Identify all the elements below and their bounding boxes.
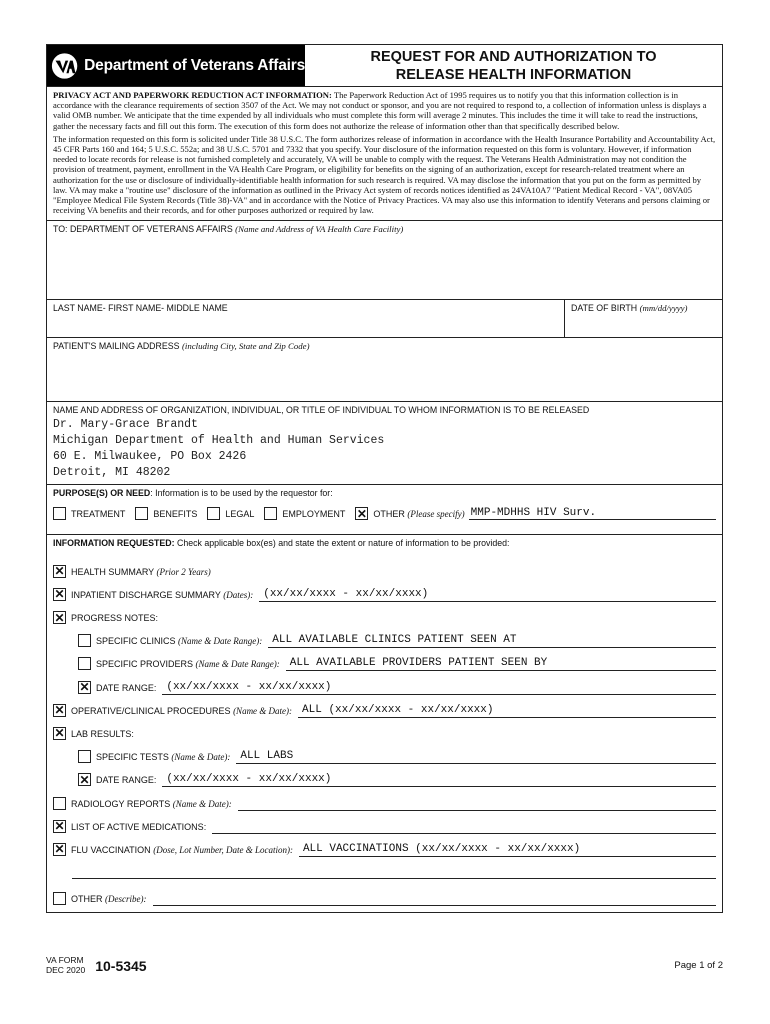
recipient-city: Detroit, MI 48202 xyxy=(53,466,171,480)
other-info-hint: (Describe): xyxy=(105,894,147,905)
specific-tests-hint: (Name & Date): xyxy=(171,752,231,763)
form-title-line2: RELEASE HEALTH INFORMATION xyxy=(395,67,632,83)
form-title xyxy=(305,45,722,86)
form-label-line2: DEC 2020 xyxy=(46,964,86,975)
release-recipient-field[interactable] xyxy=(47,402,722,485)
flu-vaccination-label: FLU VACCINATION xyxy=(71,844,151,855)
radiology-reports-hint: (Name & Date): xyxy=(172,798,232,809)
to-facility-field[interactable] xyxy=(47,221,722,300)
benefits-label: BENEFITS xyxy=(153,508,198,519)
health-summary-checkbox[interactable] xyxy=(53,565,66,578)
page-indicator: Page 1 of 2 xyxy=(674,960,723,971)
other-purpose-input[interactable]: MMP-MDHHS HIV Surv. xyxy=(469,507,716,520)
lab-date-range-label: DATE RANGE: xyxy=(96,775,157,786)
specific-providers-checkbox[interactable] xyxy=(78,657,91,670)
lab-results-row xyxy=(53,718,716,741)
radiology-reports-input[interactable] xyxy=(238,809,716,811)
information-requested-section xyxy=(47,535,722,912)
health-summary-label: HEALTH SUMMARY xyxy=(71,566,155,577)
purpose-treatment-option[interactable] xyxy=(53,507,125,520)
form-title-line1: REQUEST FOR AND AUTHORIZATION TO xyxy=(370,49,657,65)
progress-date-range-row xyxy=(53,671,716,694)
recipient-street: 60 E. Milwaukee, PO Box 2426 xyxy=(53,450,247,464)
form-number: 10-5345 xyxy=(95,957,147,974)
active-medications-label: LIST OF ACTIVE MEDICATIONS: xyxy=(71,821,207,832)
to-facility-label: TO: DEPARTMENT OF VETERANS AFFAIRS xyxy=(53,224,233,235)
inpatient-discharge-hint: (Dates): xyxy=(223,589,254,600)
lab-date-range-row xyxy=(53,764,716,787)
address-label: PATIENT'S MAILING ADDRESS xyxy=(53,341,180,352)
address-hint: (including City, State and Zip Code) xyxy=(181,341,310,352)
info-heading: INFORMATION REQUESTED: xyxy=(53,538,175,549)
radiology-reports-checkbox[interactable] xyxy=(53,797,66,810)
operative-procedures-hint: (Name & Date): xyxy=(233,705,293,716)
form-id-label xyxy=(46,956,85,975)
patient-name-label: LAST NAME- FIRST NAME- MIDDLE NAME xyxy=(53,303,228,314)
purpose-legal-option[interactable] xyxy=(207,507,254,520)
other-info-checkbox[interactable] xyxy=(53,892,66,905)
inpatient-discharge-label: INPATIENT DISCHARGE SUMMARY xyxy=(71,589,221,600)
to-facility-hint: (Name and Address of VA Health Care Facility) xyxy=(235,224,404,235)
form-footer xyxy=(46,956,723,975)
recipient-name: Dr. Mary-Grace Brandt xyxy=(53,418,198,432)
progress-notes-row xyxy=(53,602,716,625)
date-of-birth-field[interactable] xyxy=(565,300,722,337)
va-seal-icon xyxy=(51,51,78,81)
progress-date-range-input[interactable]: (xx/xx/xxxx - xx/xx/xxxx) xyxy=(162,681,716,695)
agency-name: Department of Veterans Affairs xyxy=(84,56,305,74)
specific-tests-input[interactable]: ALL LABS xyxy=(236,750,716,764)
radiology-reports-row xyxy=(53,787,716,810)
release-label: NAME AND ADDRESS OF ORGANIZATION, INDIVIDUAL, OR TITLE OF INDIVIDUAL TO WHOM INFORMATION IS TO BE RELEASED xyxy=(53,405,590,416)
progress-date-range-label: DATE RANGE: xyxy=(96,682,157,693)
active-medications-row xyxy=(53,811,716,834)
form-label-line1: VA FORM xyxy=(46,955,84,965)
release-form xyxy=(46,44,723,913)
flu-vaccination-checkbox[interactable] xyxy=(53,843,66,856)
purpose-section xyxy=(47,485,722,535)
treatment-label: TREATMENT xyxy=(71,508,126,519)
progress-notes-label: PROGRESS NOTES: xyxy=(71,613,159,623)
other-info-label: OTHER xyxy=(71,894,103,905)
privacy-paragraph-2: The information requested on this form is solicited under Title 38 U.S.C. The form authorizes release of information in accordance with the Health Insurance Portability and Accountability Act, 45 CFR Parts 160 and 164; 5 U.S.C. 552a; and 38 U.S.C. 5701 and 7332 that you specify. Your disclosure of the information requested on this form is voluntary. However, if information needed to locate records for release is not furnished completely and accurately, VA will be unable to comply with the request. The Veterans Health Administration may not condition the provision of treatment, payment, enrollment in the VA Health Care Program, or eligibility for benefits on the signing of an authorization, except for research-related treatment where an authorization for the use or disclosure of individually-identifiable health information for such research is required. VA may disclose the information that you put on the form as permitted by law. VA may make a "routine use" disclosure of the information as outlined in the Privacy Act system of records notices identified as 24VA10A7 "Patient Medical Record - VA", 08VA05 "Employee Medical File System Records (Title 38)-VA" and in accordance with the Notice of Privacy Practices. VA may also use this information to identify Veterans and persons claiming or receiving VA benefits and their records, and for other purposes authorized or required by law. xyxy=(53,133,716,216)
release-recipient-text xyxy=(53,417,384,481)
other-purpose-checkbox[interactable] xyxy=(355,507,368,520)
specific-clinics-row xyxy=(53,625,716,648)
benefits-checkbox[interactable] xyxy=(135,507,148,520)
inpatient-discharge-checkbox[interactable] xyxy=(53,588,66,601)
purpose-subheading: : Information is to be used by the requestor for: xyxy=(150,488,333,499)
active-medications-checkbox[interactable] xyxy=(53,820,66,833)
inpatient-discharge-row xyxy=(53,579,716,602)
lab-date-range-input[interactable]: (xx/xx/xxxx - xx/xx/xxxx) xyxy=(162,773,716,787)
specific-clinics-checkbox[interactable] xyxy=(78,634,91,647)
flu-vaccination-hint: (Dose, Lot Number, Date & Location): xyxy=(153,844,293,855)
legal-checkbox[interactable] xyxy=(207,507,220,520)
inpatient-discharge-input[interactable]: (xx/xx/xxxx - xx/xx/xxxx) xyxy=(259,588,716,602)
form-header xyxy=(47,45,722,87)
purpose-employment-option[interactable] xyxy=(264,507,345,520)
other-purpose-label: OTHER xyxy=(373,508,405,519)
treatment-checkbox[interactable] xyxy=(53,507,66,520)
other-info-input[interactable] xyxy=(153,904,717,906)
lab-date-range-checkbox[interactable] xyxy=(78,773,91,786)
active-medications-input[interactable] xyxy=(212,832,716,834)
health-summary-row xyxy=(53,555,716,578)
specific-clinics-hint: (Name & Date Range): xyxy=(178,636,263,647)
patient-name-field[interactable] xyxy=(47,300,565,337)
info-subheading: Check applicable box(es) and state the extent or nature of information to be provided: xyxy=(174,538,510,549)
operative-procedures-input[interactable]: ALL (xx/xx/xxxx - xx/xx/xxxx) xyxy=(298,704,716,718)
specific-tests-row xyxy=(53,741,716,764)
specific-providers-label: SPECIFIC PROVIDERS xyxy=(96,659,194,670)
privacy-heading: PRIVACY ACT AND PAPERWORK REDUCTION ACT INFORMATION: xyxy=(53,90,332,100)
specific-providers-input[interactable]: ALL AVAILABLE PROVIDERS PATIENT SEEN BY xyxy=(286,657,716,671)
other-purpose-hint: (Please specify) xyxy=(407,508,465,519)
specific-providers-row xyxy=(53,648,716,671)
mailing-address-field[interactable] xyxy=(47,338,722,402)
recipient-organization: Michigan Department of Health and Human Services xyxy=(53,434,385,448)
health-summary-hint: (Prior 2 Years) xyxy=(156,566,211,577)
dob-hint: (mm/dd/yyyy) xyxy=(639,303,688,314)
privacy-paragraph-1: The Paperwork Reduction Act of 1995 requires us to notify you that this information collection is in accordance with the clearance requirements of section 3507 of the Act. We may not conduct or sponsor, and you are not required to respond to, a collection of information unless is displays a valid OMB number. We anticipate that the time expended by all individuals who must complete this form will average 2 minutes. This includes the time it will take to read the instructions, gather the necessary facts and fill out this form. The execution of this form does not authorize the release of information other than that specifically described below. xyxy=(53,90,707,131)
radiology-reports-label: RADIOLOGY REPORTS xyxy=(71,798,171,809)
flu-vaccination-input[interactable]: ALL VACCINATIONS (xx/xx/xxxx - xx/xx/xxxx) xyxy=(299,843,716,857)
specific-tests-checkbox[interactable] xyxy=(78,750,91,763)
employment-checkbox[interactable] xyxy=(264,507,277,520)
lab-results-checkbox[interactable] xyxy=(53,727,66,740)
flu-vaccination-row xyxy=(53,834,716,857)
operative-procedures-label: OPERATIVE/CLINICAL PROCEDURES xyxy=(71,705,231,716)
specific-tests-label: SPECIFIC TESTS xyxy=(96,752,169,763)
lab-results-label: LAB RESULTS: xyxy=(71,728,134,739)
progress-date-range-checkbox[interactable] xyxy=(78,681,91,694)
dob-label: DATE OF BIRTH xyxy=(571,303,638,314)
operative-procedures-row xyxy=(53,695,716,718)
specific-clinics-label: SPECIFIC CLINICS xyxy=(96,636,176,647)
legal-label: LEGAL xyxy=(225,508,255,519)
va-logo-block xyxy=(47,45,305,86)
specific-providers-hint: (Name & Date Range): xyxy=(195,659,280,670)
privacy-notice xyxy=(47,87,722,221)
purpose-other-option[interactable] xyxy=(355,507,464,520)
name-dob-row xyxy=(47,300,722,338)
flu-vaccination-extra-line[interactable] xyxy=(72,857,716,879)
specific-clinics-input[interactable]: ALL AVAILABLE CLINICS PATIENT SEEN AT xyxy=(268,634,716,648)
purpose-heading: PURPOSE(S) OR NEED xyxy=(53,488,151,499)
purpose-benefits-option[interactable] xyxy=(135,507,197,520)
operative-procedures-checkbox[interactable] xyxy=(53,704,66,717)
other-info-row xyxy=(53,883,716,906)
progress-notes-checkbox[interactable] xyxy=(53,611,66,624)
employment-label: EMPLOYMENT xyxy=(282,508,346,519)
